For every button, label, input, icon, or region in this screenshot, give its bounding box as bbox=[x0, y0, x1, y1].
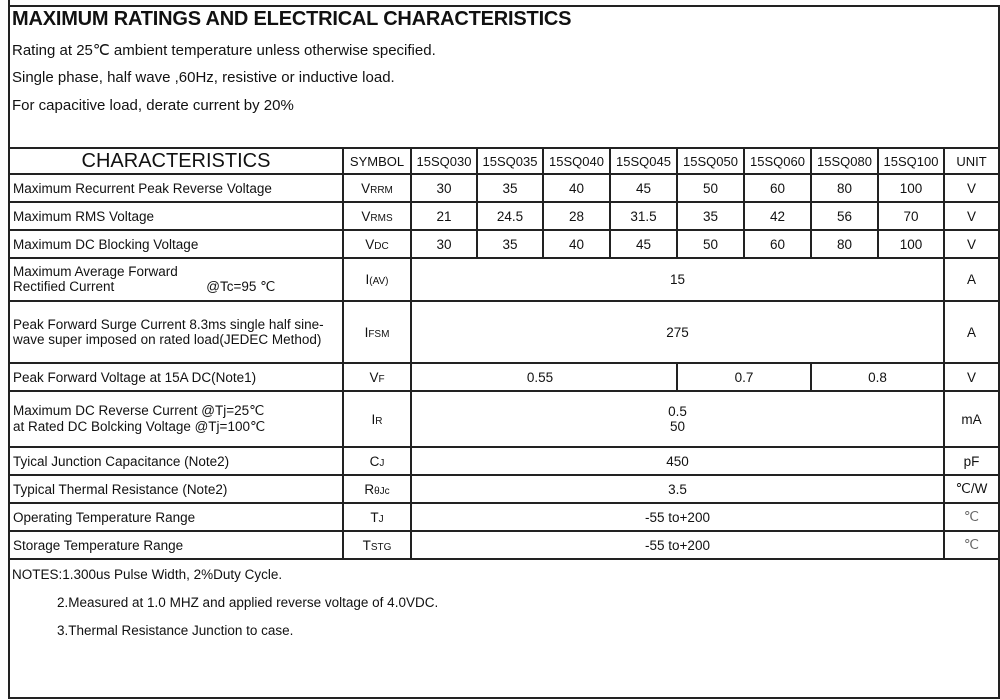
symbol-main: I bbox=[364, 324, 369, 340]
row-label-line1: Peak Forward Surge Current 8.3ms single half sine- bbox=[13, 317, 324, 332]
value-cell: 50 bbox=[677, 174, 744, 202]
intro-line: Single phase, half wave ,60Hz, resistive or inductive load. bbox=[12, 69, 395, 86]
row-symbol bbox=[343, 230, 411, 258]
row-label bbox=[9, 258, 343, 301]
row-label-text: Maximum DC Blocking Voltage bbox=[13, 236, 199, 252]
value-cell-merged bbox=[411, 447, 944, 475]
value-cell: 40 bbox=[543, 230, 610, 258]
table-row bbox=[9, 174, 999, 202]
row-label-line2-text: wave super imposed on rated load(JEDEC Method) bbox=[13, 332, 322, 347]
value-text: 3.5 bbox=[668, 481, 687, 497]
header-symbol: SYMBOL bbox=[343, 148, 411, 174]
header-model: 15SQ035 bbox=[477, 148, 543, 174]
row-symbol bbox=[343, 258, 411, 301]
row-symbol bbox=[343, 202, 411, 230]
row-label-line2-text: at Rated DC Bolcking Voltage @Tj=100℃ bbox=[13, 419, 266, 434]
value-cell: 28 bbox=[543, 202, 610, 230]
symbol-main: V bbox=[361, 180, 371, 196]
unit-cell: A bbox=[944, 258, 999, 301]
header-unit: UNIT bbox=[944, 148, 999, 174]
row-symbol bbox=[343, 447, 411, 475]
row-label bbox=[9, 447, 343, 475]
symbol-subscript: J bbox=[379, 457, 385, 469]
symbol-main: R bbox=[364, 481, 375, 497]
table-row bbox=[9, 391, 999, 447]
value-cell: 100 bbox=[878, 230, 944, 258]
row-label-line2 bbox=[13, 419, 342, 435]
unit-cell: ℃ bbox=[944, 503, 999, 531]
symbol-subscript: F bbox=[378, 373, 385, 385]
row-symbol bbox=[343, 503, 411, 531]
value-cell: 30 bbox=[411, 174, 477, 202]
row-symbol bbox=[343, 391, 411, 447]
header-model: 15SQ040 bbox=[543, 148, 610, 174]
unit-cell: pF bbox=[944, 447, 999, 475]
row-label-text: Peak Forward Voltage at 15A DC(Note1) bbox=[13, 369, 257, 385]
row-condition: @Tc=95 ℃ bbox=[206, 279, 276, 294]
row-label-lines bbox=[13, 317, 342, 347]
value-group-cell: 0.7 bbox=[677, 363, 811, 391]
row-label bbox=[9, 301, 343, 363]
symbol-subscript: STG bbox=[370, 541, 392, 553]
unit-cell: V bbox=[944, 174, 999, 202]
value-lines bbox=[412, 404, 943, 434]
value-cell: 70 bbox=[878, 202, 944, 230]
header-model: 15SQ050 bbox=[677, 148, 744, 174]
note-3: 3.Thermal Resistance Junction to case. bbox=[57, 623, 294, 638]
symbol-subscript: R bbox=[375, 415, 383, 427]
value-cell: 56 bbox=[811, 202, 878, 230]
value-cell: 40 bbox=[543, 174, 610, 202]
row-label-text: Maximum RMS Voltage bbox=[13, 208, 155, 224]
unit-cell: ℃ bbox=[944, 531, 999, 559]
value-line1: 0.5 bbox=[668, 404, 687, 419]
value-cell: 42 bbox=[744, 202, 811, 230]
row-label bbox=[9, 363, 343, 391]
note-1: NOTES:1.300us Pulse Width, 2%Duty Cycle. bbox=[12, 567, 283, 582]
value-cell-merged bbox=[411, 301, 944, 363]
value-cell: 35 bbox=[677, 202, 744, 230]
value-cell-merged bbox=[411, 531, 944, 559]
unit-cell: mA bbox=[944, 391, 999, 447]
row-label bbox=[9, 503, 343, 531]
row-label-line2 bbox=[13, 332, 342, 347]
row-label bbox=[9, 174, 343, 202]
header-model: 15SQ030 bbox=[411, 148, 477, 174]
value-cell: 60 bbox=[744, 230, 811, 258]
value-cell-merged bbox=[411, 475, 944, 503]
table-row bbox=[9, 475, 999, 503]
row-symbol bbox=[343, 301, 411, 363]
value-text: -55 to+200 bbox=[645, 537, 710, 553]
table-row bbox=[9, 202, 999, 230]
symbol-subscript: θJc bbox=[374, 485, 390, 497]
unit-cell: V bbox=[944, 202, 999, 230]
row-label-text: Storage Temperature Range bbox=[13, 537, 184, 553]
symbol-main: T bbox=[362, 537, 371, 553]
value-group-cell: 0.55 bbox=[411, 363, 677, 391]
symbol-subscript: (AV) bbox=[369, 276, 389, 287]
row-label-lines bbox=[13, 264, 342, 295]
value-cell: 24.5 bbox=[477, 202, 543, 230]
symbol-main: I bbox=[365, 272, 370, 287]
row-label bbox=[9, 475, 343, 503]
symbol-main: V bbox=[365, 236, 375, 252]
value-cell-merged bbox=[411, 258, 944, 301]
table-row bbox=[9, 230, 999, 258]
row-label bbox=[9, 230, 343, 258]
header-model: 15SQ080 bbox=[811, 148, 878, 174]
unit-cell: ℃/W bbox=[944, 475, 999, 503]
table-row bbox=[9, 301, 999, 363]
symbol-main: V bbox=[361, 208, 371, 224]
symbol-subscript: RMS bbox=[370, 212, 393, 224]
unit-cell: V bbox=[944, 363, 999, 391]
table-header-row bbox=[9, 148, 999, 174]
value-cell: 31.5 bbox=[610, 202, 677, 230]
table-row bbox=[9, 447, 999, 475]
value-text: -55 to+200 bbox=[645, 509, 710, 525]
unit-cell: A bbox=[944, 301, 999, 363]
value-cell: 80 bbox=[811, 230, 878, 258]
row-label-line2 bbox=[13, 279, 342, 295]
row-label-text: Operating Temperature Range bbox=[13, 509, 196, 525]
symbol-main: I bbox=[371, 411, 376, 427]
value-cell: 60 bbox=[744, 174, 811, 202]
symbol-main: T bbox=[370, 509, 379, 525]
row-symbol bbox=[343, 363, 411, 391]
value-cell: 35 bbox=[477, 230, 543, 258]
intro-line: Rating at 25℃ ambient temperature unless otherwise specified. bbox=[12, 42, 436, 59]
value-cell: 30 bbox=[411, 230, 477, 258]
symbol-main: C bbox=[369, 453, 380, 469]
header-model: 15SQ060 bbox=[744, 148, 811, 174]
value-group-cell: 0.8 bbox=[811, 363, 944, 391]
row-label-lines bbox=[13, 403, 342, 435]
symbol-main: V bbox=[369, 369, 379, 385]
row-symbol bbox=[343, 174, 411, 202]
value-cell: 45 bbox=[610, 230, 677, 258]
row-symbol bbox=[343, 531, 411, 559]
row-label bbox=[9, 531, 343, 559]
note-2: 2.Measured at 1.0 MHZ and applied reverse voltage of 4.0VDC. bbox=[57, 595, 439, 610]
table-row bbox=[9, 258, 999, 301]
row-symbol bbox=[343, 475, 411, 503]
row-label-text: Typical Thermal Resistance (Note2) bbox=[13, 481, 228, 497]
value-text: 450 bbox=[666, 453, 689, 469]
value-cell: 45 bbox=[610, 174, 677, 202]
row-label bbox=[9, 202, 343, 230]
row-label bbox=[9, 391, 343, 447]
value-cell: 35 bbox=[477, 174, 543, 202]
value-cell-merged bbox=[411, 391, 944, 447]
table-row bbox=[9, 503, 999, 531]
symbol-subscript: RRM bbox=[370, 184, 393, 196]
value-cell: 80 bbox=[811, 174, 878, 202]
value-cell: 100 bbox=[878, 174, 944, 202]
table-row bbox=[9, 363, 999, 391]
row-label-text: Maximum Recurrent Peak Reverse Voltage bbox=[13, 180, 272, 196]
value-cell: 21 bbox=[411, 202, 477, 230]
value-cell: 50 bbox=[677, 230, 744, 258]
intro-line: For capacitive load, derate current by 20% bbox=[12, 97, 294, 114]
symbol-subscript: FSM bbox=[368, 328, 390, 340]
row-label-line1: Maximum DC Reverse Current @Tj=25℃ bbox=[13, 403, 265, 418]
symbol-subscript: DC bbox=[374, 240, 389, 252]
value-cell-merged bbox=[411, 503, 944, 531]
row-label-line1: Maximum Average Forward bbox=[13, 264, 178, 279]
table-row bbox=[9, 531, 999, 559]
section-title: MAXIMUM RATINGS AND ELECTRICAL CHARACTERISTICS bbox=[12, 8, 572, 30]
value-text: 15 bbox=[669, 272, 686, 287]
ratings-table bbox=[8, 147, 1000, 560]
value-text: 275 bbox=[666, 324, 689, 340]
header-model: 15SQ045 bbox=[610, 148, 677, 174]
symbol-subscript: J bbox=[378, 513, 384, 525]
header-characteristics: CHARACTERISTICS bbox=[9, 148, 343, 174]
row-label-text: Tyical Junction Capacitance (Note2) bbox=[13, 453, 230, 469]
unit-cell: V bbox=[944, 230, 999, 258]
row-label-line2-text: Rectified Current bbox=[13, 279, 115, 294]
header-model: 15SQ100 bbox=[878, 148, 944, 174]
value-line2: 50 bbox=[669, 419, 686, 434]
